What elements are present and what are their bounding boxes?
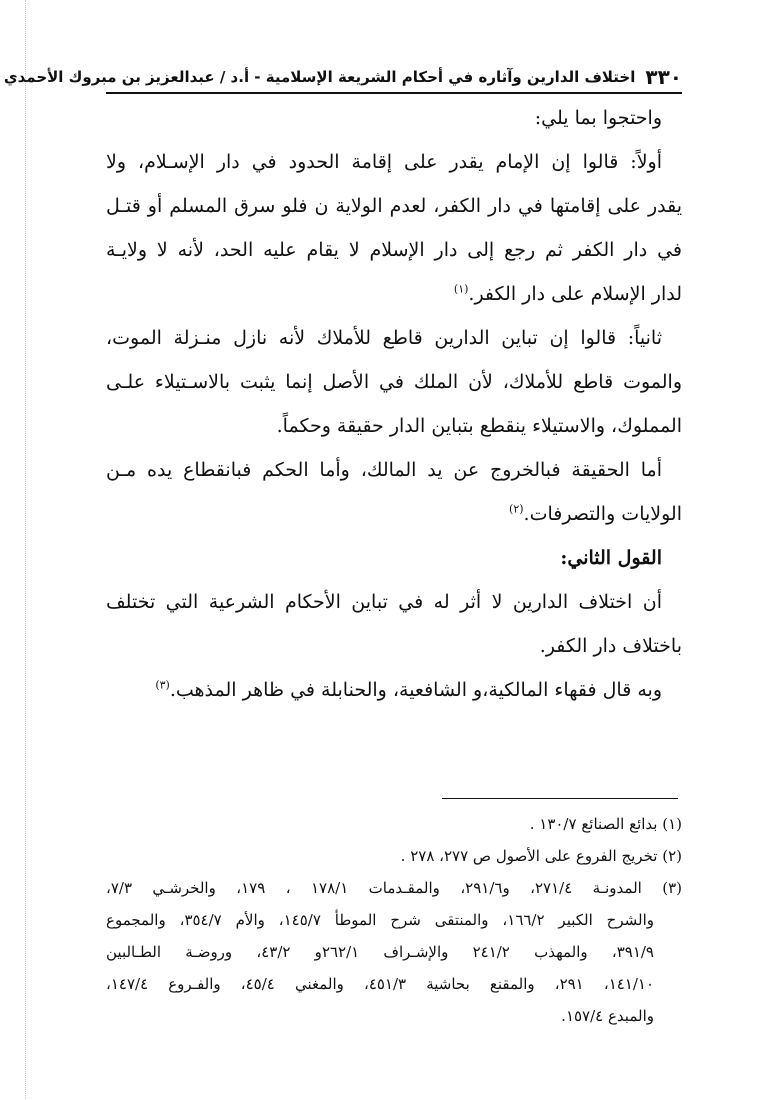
text-line-content: الولايات والتصرفات. [523, 503, 682, 525]
footnote-ref-1: (١) [453, 282, 469, 296]
text-line: يقدر على إقامتها في دار الكفر، لعدم الولاية ن فلو سرق المسلم أو قتـل [106, 195, 682, 217]
text-line: المملوك، والاستيلاء ينقطع بتباين الدار حقيقة وحكماً. [276, 415, 682, 437]
footnote-separator [442, 798, 678, 799]
text-line: باختلاف دار الكفر. [539, 635, 682, 657]
footnote-line: ١٤١/١٠، ٢٩١، والمقنع بحاشية ٤٥١/٣، والمغني ٤٥/٤، والفـروع ١٤٧/٤، [106, 975, 655, 993]
second-opinion-paragraph [106, 580, 682, 668]
running-title: اختلاف الدارين وآثاره في أحكام الشريعة الإسلامية - أ.د / عبدالعزيز بن مبروك الأحمدي [3, 68, 636, 86]
text-line: في دار الكفر ثم رجع إلى دار الإسلام لا يقام عليه الحد، لأنه لا ولايـة [106, 239, 682, 261]
intro-line: واحتجوا بما يلي: [534, 107, 662, 129]
footnotes-section [106, 808, 682, 1032]
footnote-ref-2: (٢) [509, 502, 524, 516]
footnote-line: ٣٩١/٩، والمهذب ٢٤١/٢ والإشـراف ٢٦٢/١و ٤٣/٢، وروضـة الطـالبين [106, 943, 654, 961]
text-line [106, 492, 682, 536]
footnote-3 [106, 872, 682, 1032]
footnote-1: (١) بدائع الصنائع ١٣٠/٧ . [529, 815, 682, 833]
footnote-line: (٣) المدونـة ٢٧١/٤، و٢٩١/٦، والمقـدمات ١٧٨/١ ، ١٧٩، والخرشـي ٧/٣، [106, 879, 682, 897]
running-header [3, 62, 682, 89]
text-line: أن اختلاف الدارين لا أثر له في تباين الأحكام الشرعية التي تختلف [106, 591, 662, 613]
supporters-line [106, 668, 682, 712]
footnote-line: والشرح الكبير ١٦٦/٢، والمنتقى شرح الموطأ ١٤٥/٧، والأم ٣٥٤/٧، والمجموع [106, 911, 654, 929]
main-text [106, 96, 682, 712]
footnote-line: والمبدع ١٥٧/٤. [561, 1007, 654, 1025]
binding-margin-dots [25, 0, 26, 1100]
footnote-2: (٢) تخريج الفروع على الأصول ص ٢٧٧، ٢٧٨ . [400, 847, 682, 865]
text-line [106, 272, 682, 316]
second-opinion-heading: القول الثاني: [560, 547, 662, 569]
header-rule [106, 92, 682, 94]
first-argument-paragraph [106, 140, 682, 316]
explanation-paragraph [106, 448, 682, 536]
second-argument-paragraph [106, 316, 682, 448]
page-number: ٣٣٠ [645, 65, 682, 89]
text-line-content: وبه قال فقهاء المالكية،و الشافعية، والحنابلة في ظاهر المذهب. [169, 679, 662, 701]
footnote-ref-3: (٣) [155, 678, 170, 692]
text-line: أما الحقيقة فبالخروج عن يد المالك، وأما الحكم فبانقطاع يده مـن [106, 459, 662, 481]
text-line: والموت قاطع للأملاك، لأن الملك في الأصل إنما يثبت بالاسـتيلاء علـى [106, 371, 682, 393]
text-line-content: لدار الإسلام على دار الكفر. [468, 283, 682, 305]
text-line: أولاً: قالوا إن الإمام يقدر على إقامة الحدود في دار الإسـلام، ولا [106, 151, 662, 173]
text-line: ثانياً: قالوا إن تباين الدارين قاطع للأملاك لأنه نازل منـزلة الموت، [106, 327, 662, 349]
